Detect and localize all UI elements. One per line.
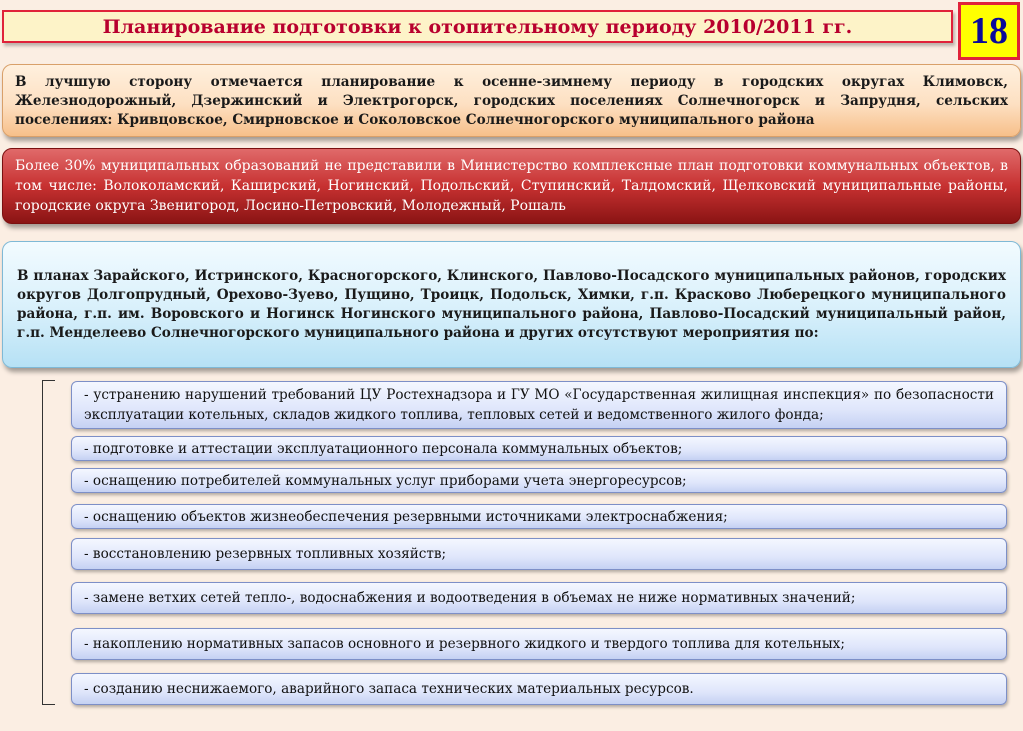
slide-number-badge	[958, 2, 1020, 60]
measure-item-text: - замене ветхих сетей тепло-, водоснабжения и водоотведения в объемах не ниже нормативных значений;	[84, 590, 856, 606]
measure-item-text: - оснащению потребителей коммунальных услуг приборами учета энергоресурсов;	[84, 472, 687, 489]
measure-item-text: - восстановлению резервных топливных хозяйств;	[84, 546, 447, 562]
missing-plans-box	[2, 148, 1021, 224]
measure-item	[71, 468, 1007, 493]
measure-item	[71, 381, 1007, 429]
measure-item-text: - устранению нарушений требований ЦУ Ростехнадзора и ГУ МО «Государственная жилищная инспекция» по безопасности эксплуатации котельных, складов жидкого топлива, тепловых сетей и ведомственного жилого фонда;	[84, 387, 994, 423]
measure-item	[71, 504, 1007, 529]
missing-measures-box	[2, 241, 1021, 368]
measure-item-text: - подготовке и аттестации эксплуатационного персонала коммунальных объектов;	[84, 440, 683, 457]
positive-planning-box	[2, 64, 1021, 137]
page-title: Планирование подготовки к отопительному периоду 2010/2011 гг.	[102, 15, 853, 38]
title-bar	[2, 10, 953, 43]
measure-item	[71, 673, 1007, 705]
measure-item-text: - накоплению нормативных запасов основного и резервного жидкого и твердого топлива для котельных;	[84, 636, 845, 652]
slide-number: 18	[970, 10, 1008, 52]
missing-measures-text: В планах Зарайского, Истринского, Красногорского, Клинского, Павлово-Посадского муниципальных районов, городских округов Долгопрудный, Орехово-Зуево, Пущино, Троицк, Подольск, Химки, г.п. Красково Люберецкого муниципального района, г.п. им. Воровского и Ногинск Ногинского муниципального района, Павлово-Посадский муниципальный район, г.п. Менделеево Солнечногорского муниципального района и других отсутствуют мероприятия по:	[17, 267, 1006, 341]
measure-item	[71, 582, 1007, 614]
measure-item	[71, 538, 1007, 570]
measure-item	[71, 436, 1007, 461]
measure-item-text: - оснащению объектов жизнеобеспечения резервными источниками электроснабжения;	[84, 508, 728, 525]
measure-item	[71, 628, 1007, 660]
measure-item-text: - созданию неснижаемого, аварийного запаса технических материальных ресурсов.	[84, 681, 694, 697]
positive-planning-text: В лучшую сторону отмечается планирование к осенне-зимнему периоду в городских округах Климовск, Железнодорожный, Дзержинский и Электрогорск, городских поселениях Солнечногорск и Запрудня, сельских поселениях: Кривцовское, Смирновское и Соколовское Солнечногорского муниципального района	[15, 74, 1008, 128]
list-bracket	[42, 380, 55, 705]
missing-plans-text: Более 30% муниципальных образований не представили в Министерство комплексные план подготовки коммунальных объектов, в том числе: Волоколамский, Каширский, Ногинский, Подольский, Ступинский, Талдомский, Щелковский муниципальные районы, городские округа Звенигород, Лосино-Петровский, Молодежный, Рошаль	[15, 158, 1008, 214]
